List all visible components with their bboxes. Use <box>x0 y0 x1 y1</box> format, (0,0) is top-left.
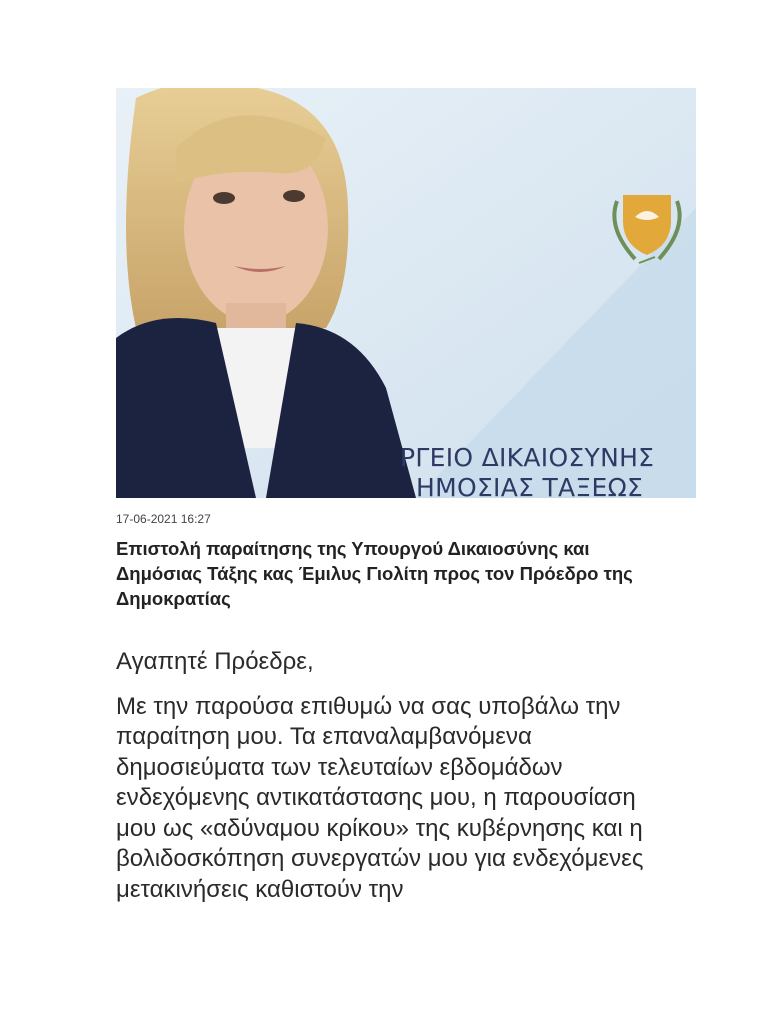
article-photo-illustration <box>116 88 696 498</box>
article-headline: Επιστολή παραίτησης της Υπουργού Δικαιοσύνης και Δημόσιας Τάξης κας Έμιλυς Γιολίτη προς τον Πρόεδρο της Δημοκρατίας <box>116 538 633 609</box>
ministry-sign-line-2: ΗΜΟΣΙΑΣ ΤΑΞΕΩΣ <box>416 473 644 498</box>
ministry-sign-line-1: ΡΓΕΙΟ ΔΙΚΑΙΟΣΥΝΗΣ <box>400 443 655 472</box>
letter-body <box>116 647 676 905</box>
article-timestamp: 17-06-2021 16:27 <box>116 512 211 526</box>
letter-greeting: Αγαπητέ Πρόεδρε, <box>116 648 314 675</box>
letter-paragraph: Με την παρούσα επιθυμώ να σας υποβάλω την παραίτηση μου. Τα επαναλαμβανόμενα δημοσιεύματα των τελευταίων εβδομάδων ενδεχόμενης αντικατάστασης μου, η παρουσίαση μου ως «αδύναμου κρίκου» της κυβέρνησης και η βολιδοσκόπηση συνεργατών μου για ενδεχόμενες μετακινήσεις καθιστούν την <box>116 692 644 903</box>
article-photo <box>116 88 696 498</box>
